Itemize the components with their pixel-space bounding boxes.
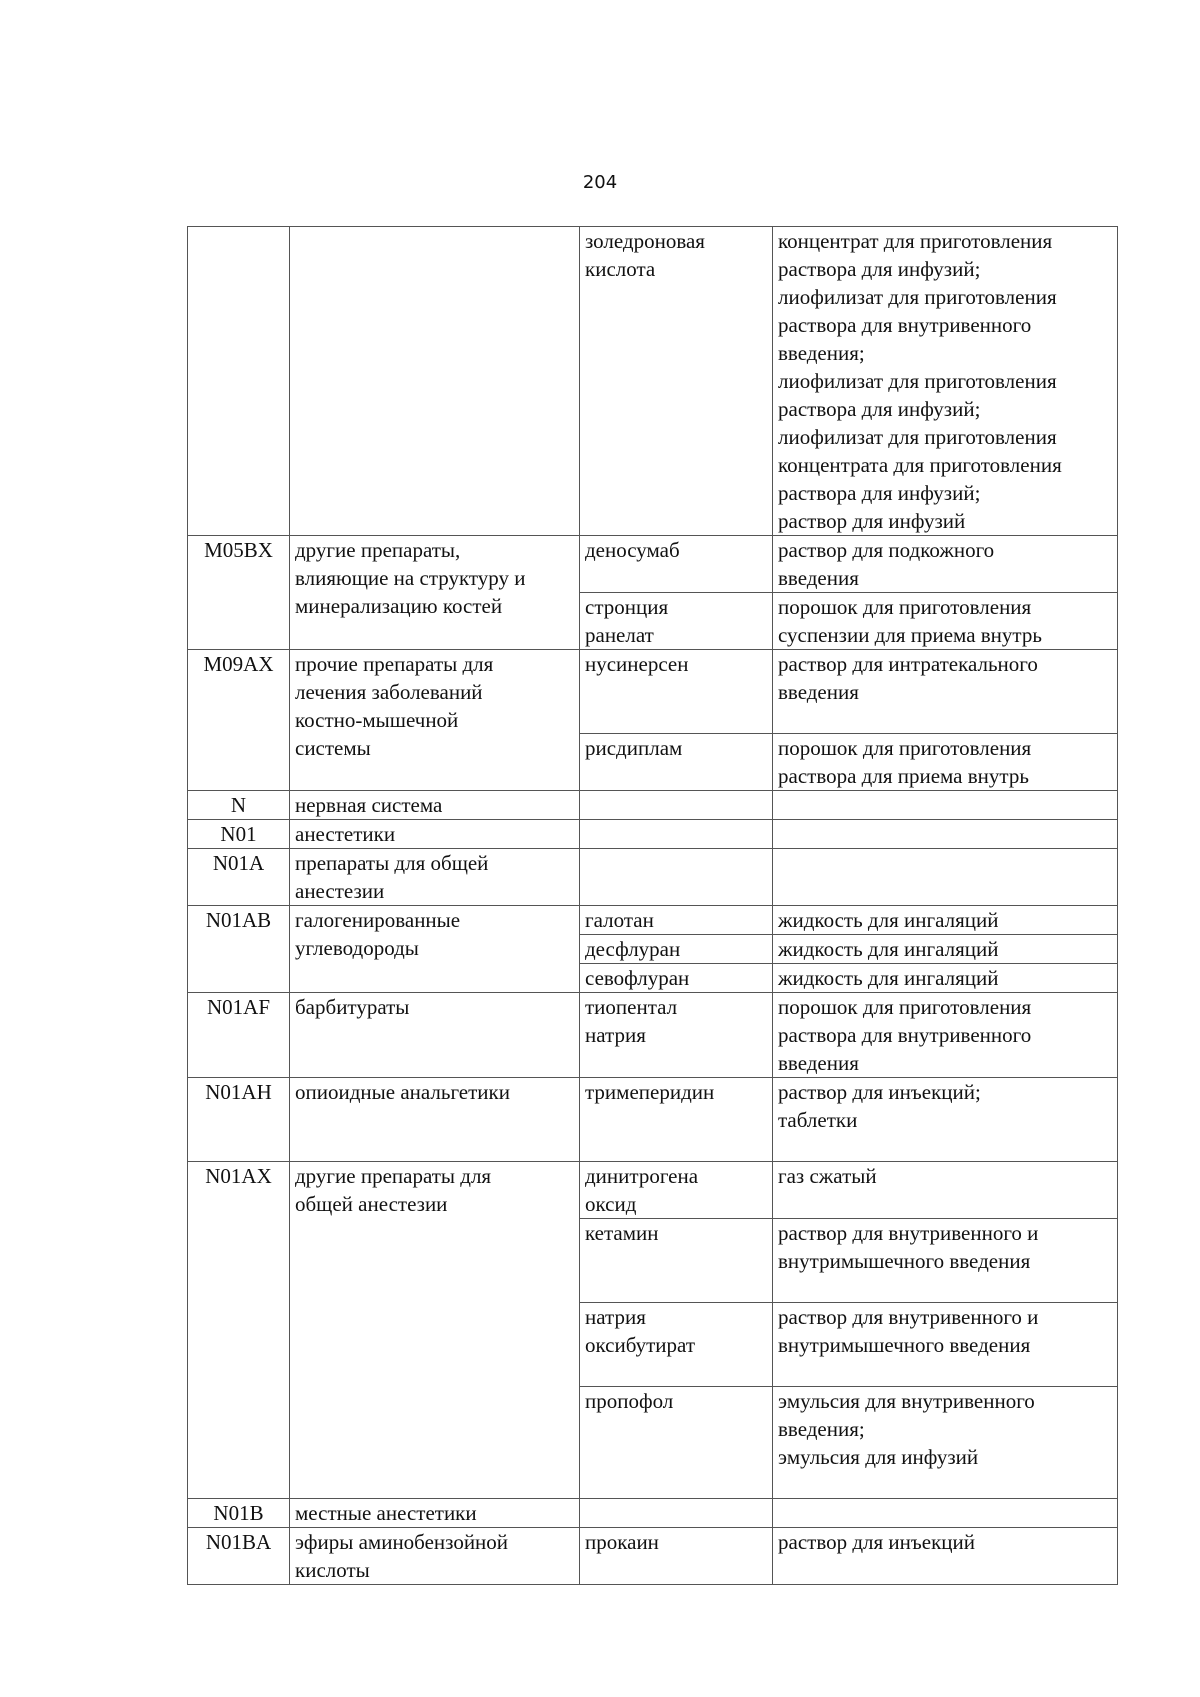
- atc-code-cell: [188, 227, 290, 536]
- cell-line: другие препараты,: [295, 538, 461, 562]
- cell-line: прокаин: [585, 1530, 659, 1554]
- table-row: [188, 993, 1118, 1078]
- cell-line: раствора для инфузий;: [778, 481, 981, 505]
- cell-line: деносумаб: [585, 538, 680, 562]
- cell-line: газ сжатый: [778, 1164, 877, 1188]
- atc-code-cell: N01: [188, 820, 290, 849]
- cell-line: раствор для инфузий: [778, 509, 966, 533]
- table-row: [188, 820, 1118, 849]
- cell-line: барбитураты: [295, 995, 410, 1019]
- atc-code-cell: N01BA: [188, 1528, 290, 1585]
- table-row: [188, 849, 1118, 906]
- cell-line: таблетки: [778, 1108, 858, 1132]
- cell-line: кислоты: [295, 1558, 370, 1582]
- drug-name-cell: [580, 536, 773, 593]
- group-name-cell: [290, 536, 580, 650]
- drug-name-cell: [580, 935, 773, 964]
- dosage-form-cell: [773, 1162, 1118, 1219]
- cell-line: стронция: [585, 595, 669, 619]
- cell-line: суспензии для приема внутрь: [778, 623, 1042, 647]
- cell-line: раствор для подкожного: [778, 538, 995, 562]
- dosage-form-cell: [773, 1219, 1118, 1303]
- atc-code-cell: N01B: [188, 1499, 290, 1528]
- cell-line: опиоидные анальгетики: [295, 1080, 510, 1104]
- dosage-form-cell: [773, 650, 1118, 734]
- dosage-form-cell: [773, 906, 1118, 935]
- atc-code-cell: M05BX: [188, 536, 290, 650]
- table-row: [188, 1528, 1118, 1585]
- group-name-cell: [290, 849, 580, 906]
- dosage-form-cell: [773, 1528, 1118, 1585]
- cell-line: тиопентал: [585, 995, 678, 1019]
- cell-line: внутримышечного введения: [778, 1333, 1031, 1357]
- cell-line: анестезии: [295, 879, 385, 903]
- group-name-cell: [290, 820, 580, 849]
- cell-line: минерализацию костей: [295, 594, 503, 618]
- atc-code-cell: M09AX: [188, 650, 290, 791]
- cell-line: концентрата для приготовления: [778, 453, 1062, 477]
- cell-line: раствора для внутривенного: [778, 313, 1032, 337]
- drug-name-cell: [580, 791, 773, 820]
- dosage-form-cell: [773, 536, 1118, 593]
- group-name-cell: [290, 1499, 580, 1528]
- table-row: [188, 536, 1118, 593]
- cell-line: лиофилизат для приготовления: [778, 285, 1057, 309]
- cell-line: ранелат: [585, 623, 654, 647]
- drug-name-cell: [580, 820, 773, 849]
- cell-line: порошок для приготовления: [778, 736, 1032, 760]
- dosage-form-cell: [773, 1303, 1118, 1387]
- dosage-form-cell: [773, 593, 1118, 650]
- drug-name-cell: [580, 1499, 773, 1528]
- cell-line: пропофол: [585, 1389, 674, 1413]
- table-row: [188, 650, 1118, 734]
- cell-line: кетамин: [585, 1221, 659, 1245]
- drug-name-cell: [580, 849, 773, 906]
- cell-line: оксибутират: [585, 1333, 695, 1357]
- cell-line: порошок для приготовления: [778, 595, 1032, 619]
- cell-line: жидкость для ингаляций: [778, 966, 999, 990]
- cell-line: натрия: [585, 1023, 646, 1047]
- drug-name-cell: [580, 593, 773, 650]
- cell-line: раствора для внутривенного: [778, 1023, 1032, 1047]
- cell-line: влияющие на структуру и: [295, 566, 526, 590]
- cell-line: эмульсия для инфузий: [778, 1445, 979, 1469]
- cell-line: раствора для приема внутрь: [778, 764, 1029, 788]
- dosage-form-cell: [773, 791, 1118, 820]
- drug-classification-table: [187, 226, 1118, 1585]
- group-name-cell: [290, 1528, 580, 1585]
- drug-name-cell: [580, 1078, 773, 1162]
- drug-name-cell: [580, 964, 773, 993]
- cell-line: введения;: [778, 341, 865, 365]
- drug-name-cell: [580, 993, 773, 1078]
- drug-name-cell: [580, 1219, 773, 1303]
- cell-line: золедроновая: [585, 229, 705, 253]
- dosage-form-cell: [773, 227, 1118, 536]
- cell-line: раствор для инъекций;: [778, 1080, 981, 1104]
- drug-name-cell: [580, 1528, 773, 1585]
- cell-line: лечения заболеваний: [295, 680, 483, 704]
- cell-line: введения: [778, 566, 859, 590]
- cell-line: концентрат для приготовления: [778, 229, 1053, 253]
- dosage-form-cell: [773, 993, 1118, 1078]
- dosage-form-cell: [773, 1387, 1118, 1499]
- table-row: [188, 906, 1118, 935]
- cell-line: эфиры аминобензойной: [295, 1530, 509, 1554]
- drug-name-cell: [580, 650, 773, 734]
- dosage-form-cell: [773, 1499, 1118, 1528]
- cell-line: общей анестезии: [295, 1192, 448, 1216]
- cell-line: динитрогена: [585, 1164, 699, 1188]
- cell-line: системы: [295, 736, 371, 760]
- group-name-cell: [290, 791, 580, 820]
- group-name-cell: [290, 1162, 580, 1499]
- table-row: [188, 1078, 1118, 1162]
- cell-line: раствора для инфузий;: [778, 397, 981, 421]
- cell-line: десфлуран: [585, 937, 681, 961]
- cell-line: порошок для приготовления: [778, 995, 1032, 1019]
- atc-code-cell: N01AB: [188, 906, 290, 993]
- cell-line: прочие препараты для: [295, 652, 494, 676]
- cell-line: жидкость для ингаляций: [778, 937, 999, 961]
- table-row: [188, 1499, 1118, 1528]
- cell-line: раствор для внутривенного и: [778, 1305, 1039, 1329]
- cell-line: севофлуран: [585, 966, 690, 990]
- cell-line: эмульсия для внутривенного: [778, 1389, 1035, 1413]
- cell-line: препараты для общей: [295, 851, 489, 875]
- table-row: [188, 227, 1118, 536]
- cell-line: углеводороды: [295, 936, 419, 960]
- cell-line: лиофилизат для приготовления: [778, 369, 1057, 393]
- dosage-form-cell: [773, 964, 1118, 993]
- drug-name-cell: [580, 734, 773, 791]
- group-name-cell: [290, 993, 580, 1078]
- table-row: [188, 1162, 1118, 1219]
- dosage-form-cell: [773, 935, 1118, 964]
- table-row: [188, 791, 1118, 820]
- group-name-cell: [290, 650, 580, 791]
- drug-name-cell: [580, 1387, 773, 1499]
- cell-line: нервная система: [295, 793, 443, 817]
- cell-line: введения;: [778, 1417, 865, 1441]
- cell-line: тримеперидин: [585, 1080, 715, 1104]
- cell-line: галотан: [585, 908, 654, 932]
- cell-line: натрия: [585, 1305, 646, 1329]
- atc-code-cell: N01A: [188, 849, 290, 906]
- group-name-cell: [290, 1078, 580, 1162]
- group-name-cell: [290, 227, 580, 536]
- cell-line: нусинерсен: [585, 652, 689, 676]
- dosage-form-cell: [773, 1078, 1118, 1162]
- dosage-form-cell: [773, 820, 1118, 849]
- drug-name-cell: [580, 1162, 773, 1219]
- atc-code-cell: N01AH: [188, 1078, 290, 1162]
- cell-line: раствора для инфузий;: [778, 257, 981, 281]
- cell-line: жидкость для ингаляций: [778, 908, 999, 932]
- dosage-form-cell: [773, 849, 1118, 906]
- drug-name-cell: [580, 227, 773, 536]
- cell-line: введения: [778, 680, 859, 704]
- cell-line: рисдиплам: [585, 736, 683, 760]
- cell-line: галогенированные: [295, 908, 461, 932]
- group-name-cell: [290, 906, 580, 993]
- drug-name-cell: [580, 906, 773, 935]
- cell-line: раствор для внутривенного и: [778, 1221, 1039, 1245]
- cell-line: кислота: [585, 257, 656, 281]
- cell-line: анестетики: [295, 822, 396, 846]
- atc-code-cell: N: [188, 791, 290, 820]
- cell-line: раствор для интратекального: [778, 652, 1038, 676]
- drug-name-cell: [580, 1303, 773, 1387]
- dosage-form-cell: [773, 734, 1118, 791]
- page-number: 204: [582, 172, 618, 193]
- atc-code-cell: N01AF: [188, 993, 290, 1078]
- cell-line: костно-мышечной: [295, 708, 459, 732]
- cell-line: раствор для инъекций: [778, 1530, 975, 1554]
- atc-code-cell: N01AX: [188, 1162, 290, 1499]
- cell-line: другие препараты для: [295, 1164, 492, 1188]
- cell-line: местные анестетики: [295, 1501, 477, 1525]
- cell-line: оксид: [585, 1192, 637, 1216]
- cell-line: внутримышечного введения: [778, 1249, 1031, 1273]
- cell-line: лиофилизат для приготовления: [778, 425, 1057, 449]
- cell-line: введения: [778, 1051, 859, 1075]
